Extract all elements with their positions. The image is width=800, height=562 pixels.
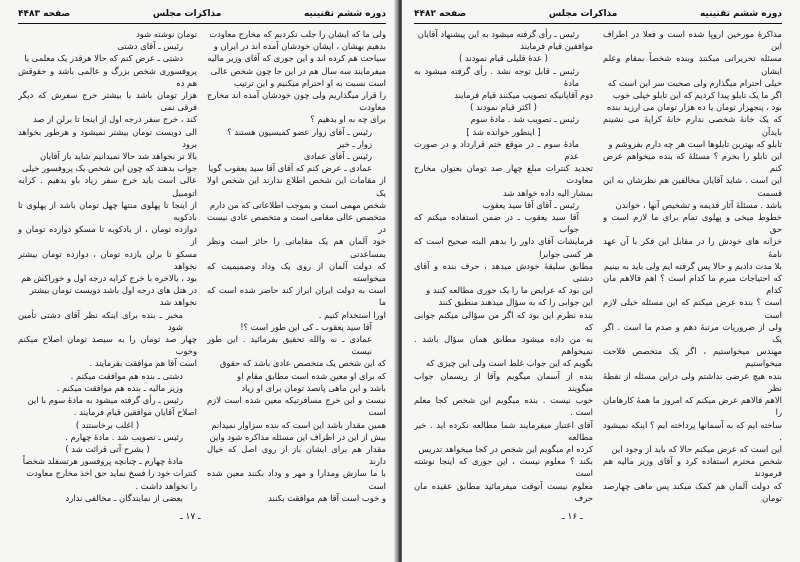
text-line: بیش از این در اطراف این مسئله مذاکره شود واین — [209, 431, 386, 442]
text-line: دشتی ـ بنده هم موافقت میکنم . — [70, 370, 183, 381]
text-line: ساخته ایم که به آسمانها پرداخته ایم ؟ اینکه نمیشود . — [603, 419, 782, 442]
text-line: بنده از آسمان میگویم وآقا از ریسمان جواب میگویند — [414, 370, 593, 393]
text-line: است به دولت ایران ابراز کند حاضر شده است که ما — [207, 285, 386, 308]
header-rule — [414, 23, 782, 24]
center-title: مذاکرات مجلس — [548, 9, 618, 19]
text-columns — [18, 28, 386, 504]
text-line: بگویم که این جواب غلط است ولی این چیزی که — [425, 358, 593, 369]
text-line: خوب نیست . بنده میگویم این شخص کجا معلم است . — [414, 395, 593, 418]
text-line: مقدار هم برای ایشان باز از روی اصل که خیال دارند — [207, 443, 386, 467]
text-line: باشد و این ماهی پانصد تومان برای او زیاد — [241, 382, 386, 393]
text-line: کند ، خرج سفر درجه اول از اینجا تا برلن از صد — [32, 114, 197, 125]
text-line: سیاحت هم کرده اند و این جوری که آقای وزیر مالیه — [207, 53, 386, 64]
text-line: دوم آقایانیکه تصویب میکنند قیام فرمایند — [454, 90, 593, 101]
text-line: مسکو تا برلن یازده تومان ، دوازده تومان بیشتر نخواهد — [18, 248, 197, 271]
text-line: بمشار الیه داده خواهد شد — [502, 187, 593, 198]
session-label: دوره ششم تقنینیه — [303, 9, 386, 19]
text-line: شخص مهمی است و بموجب اطلاعاتی که من دارم — [209, 199, 386, 210]
text-line: ولی ما که ایشان را جلب نکردیم که مخارج معاودت — [209, 29, 386, 39]
text-line: خیلی احترام میگذارم ولی صحبت سر این است که — [607, 77, 782, 88]
column-right — [603, 28, 782, 504]
folio-number: ـ ۱۶ ـ — [562, 512, 583, 522]
text-line: خطوط میخی و پهلوی تمام برای ما لازم است و حق — [603, 212, 782, 235]
text-line: ولی از ضروریات مرتبهٔ دهم و صدم ما است . اگر یک — [603, 321, 782, 345]
text-line: مذاکرهٔ مورخین اروپا شده است و فعلا در اطراف این — [603, 29, 782, 52]
text-line: اصلاح آقایان موافقین قیام فرمایند . — [73, 407, 197, 418]
page-number-label: صفحه ۴۴۸۳ — [18, 9, 71, 19]
text-line: اورا استخدام کنیم . — [318, 309, 386, 320]
header-rule — [18, 23, 386, 24]
text-line: رئیس ـ آقای دشتی — [117, 41, 183, 52]
text-line: خود آلمان هم یک مقاماتی را حائز است ونظر بمساعدتی — [207, 236, 386, 259]
text-line: در هتل های درجه اول باشد دویست تومان بیشتر — [29, 285, 197, 296]
text-line: موافقین قیام فرمایند — [520, 41, 593, 52]
text-line: الی دویست تومان بیشتر نمیشود و هرطور بخواهد برود — [18, 126, 197, 149]
right-page — [402, 0, 800, 562]
text-line: کنترات خود را فسخ نماید حق اخذ مخارج معاودت — [26, 468, 197, 479]
text-line: بلا مدت دادیم و حالا پس گرفته ایم ولی باید به بینیم — [604, 260, 782, 271]
text-line: این تابلو را بخرم ؟ مسئلهٔ که بنده میخواهم عرض کنم — [603, 151, 782, 174]
text-line: ( اغلب برخاستند ) — [75, 419, 140, 430]
text-line: عمادی ـ عرض کنم که آقای آقا سید یعقوب گویا — [208, 163, 372, 174]
text-line: که دولت آلمان از روی یک وداد وصمیمیت که میخواسته — [207, 260, 386, 284]
text-line: تجدید کنترات مبلغ چهار صد تومان بعنوان مخارج معاودت — [414, 163, 593, 186]
text-line: خزانه های خودش را در مقابل این فکر با آن عهد نامهٔ — [603, 236, 782, 259]
text-line: چهار صد تومان را به سیصد تومان اصلاح میکنم وخوب — [18, 334, 197, 357]
text-line: عمادی ـ نه والله تحقیق بفرمائید . این طور نیست — [207, 334, 372, 357]
text-line: آقا سید یعقوب ـ در ضمن استفاده میکنم که جواب — [414, 212, 579, 235]
text-line: اگر ما یک تابلو پیدا کردیم که این تابلو خیلی خوب — [612, 90, 782, 101]
text-line: بالا تر نخواهد شد حالا نمیدانیم شاید باز آقایان — [39, 151, 197, 162]
left-page — [0, 0, 398, 562]
text-line: به من داده میشود مطابق همان سؤال باشد . نمیخواهم — [414, 334, 593, 357]
text-line: که این شخص یک متخصص عادی باشد که حقوق — [219, 358, 386, 369]
text-line: ( بشرح آتی قرائت شد ) — [65, 443, 150, 454]
text-line: بنده نظرم این بود که اگر من سؤالی میکنم جوابی که — [414, 309, 593, 332]
text-line: هزار تومان باشد با بیشتر خرج سفرش که دیگر فرقی نمی — [18, 90, 197, 113]
text-line: پروفسوری شخص بزرگ و عالمی باشد و حقوقش هم ده — [18, 65, 197, 88]
center-title: مذاکرات مجلس — [152, 9, 222, 19]
text-line: متخصص عالی مقامی است و متخصص عادی نیست در — [207, 212, 386, 235]
text-line: مادهٔ سوم ـ در موقع ختم قرارداد و در صورت عدم — [414, 138, 579, 162]
text-line: رئیس ـ آقای عمادی — [303, 151, 372, 162]
column-right — [207, 28, 386, 504]
column-left — [414, 28, 593, 504]
text-line: آقای اعتبار میفرمایند شما مطالعه نکرده اید . خیر مطالعه — [414, 419, 593, 442]
text-line: مطابق سلیقهٔ خودش میدهد ، حرف بنده و آقای دشتی — [414, 260, 593, 284]
text-line: بدهیم بهشان ، ایشان خودشان آمده اند در ایران و — [213, 41, 386, 52]
text-line: از اینجا تا پهلوی منتها چهل تومان باشد از پهلوی تا بادکوبه — [18, 199, 197, 223]
text-line: با ما سازش ومدارا و مهر و وداد بکنند معین شده است — [207, 468, 386, 491]
column-left — [18, 28, 197, 504]
text-line: که یک خانهٔ شخصی ندارم خانهٔ کرایهٔ می نشینم بایدآن — [603, 114, 782, 137]
text-line: نخواهد شد — [159, 297, 197, 308]
text-line: بود ، بالاخره با خرج کرایه درجه اول و خوراکش هم — [21, 273, 197, 284]
text-line: این است که عرض میکنم حالا که باید از وجود این — [611, 443, 782, 454]
text-line: زوار ـ خیر — [337, 138, 372, 149]
page-number-label: صفحه ۴۴۸۲ — [414, 9, 467, 19]
text-line: این بود که عرایض ما را یک جوری مطالعه کنند و — [426, 285, 593, 296]
text-line: مادهٔ چهارم ـ چنانچه پروفسور هرتسفلد شخصاً — [22, 456, 183, 467]
text-line: فرمایشات آقای داور را بدهم البته صحیح است که هر کسی جوابرا — [414, 236, 593, 259]
text-line: و خوب است آقا هم موافقت بکنند — [268, 492, 386, 503]
text-line: الاهم فالاهم عرض میکنم که امروز ما همهٔ کارهامان را — [603, 395, 782, 418]
text-line: را نخواهد داشت . — [135, 480, 197, 491]
text-line: جواب بدهند که چون این شخص یک پروفسور خیلی — [21, 163, 197, 174]
text-line: این جوابی را که به سؤال میدهند منطبق کنند — [438, 297, 593, 308]
text-line: دشتی ـ عرض کنم که حالا هرقدر یک معلمی یا — [24, 53, 183, 64]
text-line: بود ، پنجهزار تومان یا ده هزار تومان می ارزید بنده — [606, 102, 782, 113]
text-line: از مقامات این شخص اطلاع ندارند این شخص اولا یک — [207, 175, 386, 198]
text-line: ( عدهٔ قلیلی قیام نمودند ) — [459, 53, 548, 64]
text-line: مسئله تحریراتی میکنند وبنده شخصاً بمقام وعلم ایشان — [603, 53, 782, 76]
text-line: رئیس ـ آقای زوار عضو کمیسیون هستند ؟ — [227, 126, 372, 137]
text-line: که احتیاجات مبرم ما کدام است ؟ اهم فالاهم مان کدام — [603, 273, 782, 296]
text-line: [ اینطور خوانده شد ] — [466, 126, 541, 137]
text-line: بعضی از نمایندگان ـ مخالفی ندارد — [65, 492, 183, 503]
text-line: است نسبت به او احترام میکنیم و این ترتیب — [233, 77, 386, 88]
text-line: تومان نوشته شود — [136, 29, 197, 39]
text-line: رئیس ـ تصویب شد . مادهٔ سوم — [470, 114, 579, 125]
text-line: رئیس ـ رأی گرفته میشود به این پیشنهاد آقایان — [417, 29, 579, 39]
text-line: ( اکثر قیام نمودند ) — [470, 102, 537, 113]
text-line: است ؟ بنده عرض میکنم که این مسئله خیلی لازم است — [603, 297, 782, 320]
page-header — [414, 6, 782, 22]
text-line: رئیس ـ قابل توجه نشد . رأی گرفته میشود به مادهٔ — [414, 65, 579, 88]
text-line: معلوم نیست آنوقت میفرمائید مطابق عقیده مان حرف — [414, 480, 593, 503]
text-line: باشد . مسئلهٔ آثار قدیمه و تشخیص آنها ، خواندن — [615, 199, 782, 210]
text-line: وزیر مالیه ـ بنده هم موافقت میکنم . — [56, 382, 183, 393]
text-line: بنده هیچ عرضی نداشتم ولی دراین مسئله از نقطهٔ نظر — [603, 370, 782, 393]
text-line: نیست و این خرج مسافرتیکه معین شده است لازم است — [207, 395, 386, 418]
text-line: رئیس ـ تصویب شد . مادهٔ چهارم . — [65, 431, 183, 442]
text-line: تابلو که بهترین تابلوها است هر چه دارم بفروشم و — [608, 138, 782, 149]
text-line: است آقا هم موافقت بفرمایند . — [89, 358, 197, 369]
text-line: میفرمایند سه سال هم در این جا چون شخص عالی — [210, 65, 386, 76]
text-line: شخص محترم استفاده کرد و آقای وزیر مالیه هم فرمودند — [603, 456, 782, 479]
text-line: بکند ؟ معلوم نیست ، این جوری که اینجا نوشته است — [414, 456, 593, 479]
text-line: را قرار میگذاریم ولی چون خودشان آمده اند مخارج معاودت — [207, 90, 386, 113]
text-line: مخبر ـ بنده برای اینکه نظر آقای دشتی تأمین شود — [18, 309, 183, 332]
text-line: که دولت آلمان هم کمک میکند پس ماهی چهارصد تومان — [603, 480, 782, 503]
text-line: کرده ام میگویم این شخص در کجا میخواهد تدریس — [418, 443, 593, 454]
text-line: مهندس میخواستیم ، اگر یک متخصص فلاحت میخواستیم — [603, 346, 782, 369]
text-line: رئیس ـ آقای آقا سید یعقوب — [482, 199, 579, 210]
session-label: دوره ششم تقنینیه — [699, 9, 782, 19]
text-line: همین مقدار باشد این است که بنده سزاوار نمیدانم — [211, 419, 386, 430]
text-line: رئیس ـ رأی گرفته میشود به مادهٔ سوم با این — [27, 395, 183, 406]
text-line: عالی است باید خرج سفر زیاد باو بدهیم . کرایه اتومبیل — [18, 175, 197, 198]
folio-number: ـ ۱۷ ـ — [180, 512, 201, 522]
text-line: این است . شاید آقایان مخالفین هم نظرشان به این قسمت — [603, 175, 782, 198]
text-line: که برای او معین شده است مطابق مقام او — [237, 370, 386, 381]
page-header — [18, 6, 386, 22]
text-line: برای چه به او بدهیم ؟ — [310, 114, 386, 125]
text-columns — [414, 28, 782, 504]
text-line: دوازده تومان ، از بادکوبه تا مسکو دوازده تومان و از — [18, 224, 197, 247]
text-line: آقا سید یعقوب ـ کی این طور است ؟! — [240, 321, 372, 332]
